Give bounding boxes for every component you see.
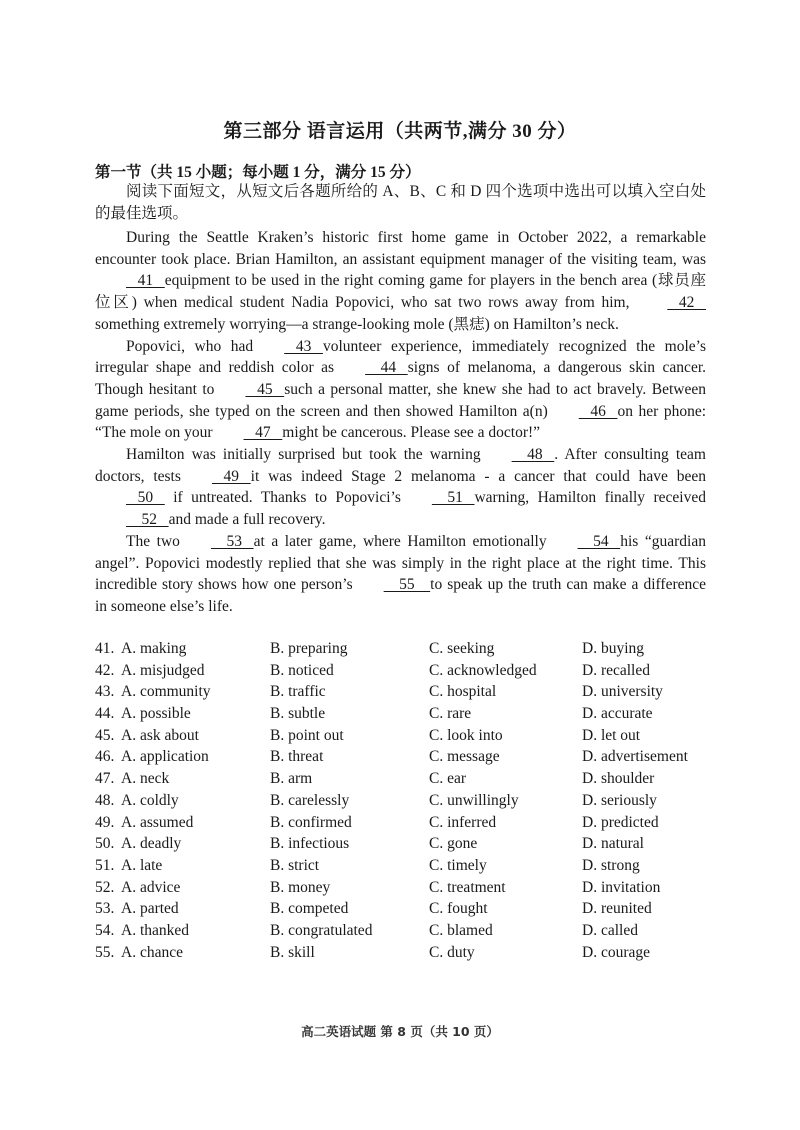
text: might be cancerous. Please see a doctor!”	[282, 424, 541, 442]
blank-54: 54	[577, 532, 621, 550]
option-b: B. point out	[270, 726, 344, 744]
option-c: C. hospital	[429, 683, 497, 701]
part-title: 第三部分 语言运用（共两节,满分 30 分）	[223, 121, 577, 142]
option-b: B. congratulated	[270, 921, 373, 939]
option-d: D. natural	[582, 835, 644, 853]
blank-53: 53	[210, 532, 254, 550]
option-b: B. confirmed	[270, 813, 352, 831]
option-c: C. duty	[429, 943, 475, 961]
option-b: B. money	[270, 878, 331, 896]
option-c: C. seeking	[429, 640, 495, 657]
question-options-row	[95, 942, 715, 964]
text: and made a full recovery.	[168, 511, 326, 529]
question-options-row	[95, 833, 715, 855]
option-d: D. predicted	[582, 813, 659, 831]
question-options-row	[95, 746, 715, 768]
option-c: C. message	[429, 748, 500, 766]
question-number: 49.	[95, 813, 115, 831]
option-b: B. arm	[270, 770, 313, 788]
question-number: 51.	[95, 856, 115, 874]
option-d: D. seriously	[582, 791, 657, 809]
option-a: A. advice	[121, 878, 181, 896]
option-a: A. neck	[121, 770, 170, 788]
option-c: C. ear	[429, 770, 467, 788]
option-d: D. advertisement	[582, 748, 688, 766]
question-options-row	[95, 920, 715, 942]
passage	[95, 227, 706, 618]
question-number: 52.	[95, 878, 115, 896]
options-list	[95, 638, 715, 963]
passage-paragraph-4	[95, 531, 706, 618]
option-a: A. late	[121, 856, 163, 874]
question-options-row	[95, 898, 715, 920]
text: . After consulting team doctors, tests	[95, 446, 706, 485]
passage-paragraph-1	[95, 227, 706, 336]
option-a: A. deadly	[121, 835, 182, 853]
passage-paragraph-2	[95, 336, 706, 445]
option-c: C. blamed	[429, 921, 493, 939]
question-options-row	[95, 877, 715, 899]
option-c: C. gone	[429, 835, 478, 853]
option-a: A. community	[121, 683, 211, 701]
question-options-row	[95, 660, 715, 682]
option-c: C. acknowledged	[429, 661, 537, 679]
question-number: 54.	[95, 921, 115, 939]
option-a: A. making	[121, 640, 187, 657]
page-footer: 高二英语试题 第 8 页（共 10 页）	[301, 1024, 499, 1039]
option-a: A. parted	[121, 900, 179, 918]
question-number: 45.	[95, 726, 115, 744]
question-options-row	[95, 638, 715, 660]
blank-41: 41	[126, 272, 165, 290]
text: The two	[126, 532, 180, 550]
option-c: C. timely	[429, 856, 487, 874]
blank-45: 45	[245, 380, 285, 398]
text: Hamilton was initially surprised but took the warning	[126, 446, 481, 464]
question-number: 48.	[95, 791, 115, 809]
option-d: D. invitation	[582, 878, 661, 896]
question-options-row	[95, 768, 715, 790]
text: on her phone: “The mole on your	[95, 402, 707, 442]
option-b: B. competed	[270, 900, 349, 918]
question-number: 53.	[95, 900, 115, 918]
option-d: D. reunited	[582, 900, 652, 918]
option-a: A. ask about	[121, 726, 199, 744]
option-b: B. noticed	[270, 661, 334, 679]
question-number: 43.	[95, 683, 115, 701]
option-a: A. assumed	[121, 813, 194, 831]
question-number: 41.	[95, 640, 115, 657]
blank-55: 55	[383, 576, 431, 594]
blank-44: 44	[365, 359, 408, 377]
option-c: C. treatment	[429, 878, 506, 896]
option-d: D. university	[582, 683, 663, 701]
option-d: D. recalled	[582, 661, 650, 679]
question-number: 50.	[95, 835, 115, 853]
option-d: D. courage	[582, 943, 650, 961]
blank-51: 51	[431, 489, 475, 507]
blank-46: 46	[578, 402, 618, 420]
text: his “guardian angel”. Popovici modestly replied that she was simply in the right place at the right time. This incredible story shows how one person’s	[95, 532, 706, 594]
question-number: 44.	[95, 705, 115, 723]
option-d: D. accurate	[582, 705, 653, 723]
option-a: A. application	[121, 748, 209, 766]
text: warning, Hamilton finally received	[474, 489, 706, 507]
question-options-row	[95, 790, 715, 812]
question-options-row	[95, 703, 715, 725]
question-number: 42.	[95, 661, 115, 679]
text: During the Seattle Kraken’s historic first home game in October 2022, a remarkable encounter took place. Brian Hamilton, an assistant equipment manager of the visiting team, was	[95, 229, 706, 268]
option-b: B. threat	[270, 748, 324, 766]
option-d: D. buying	[582, 640, 644, 657]
question-options-row	[95, 681, 715, 703]
option-d: D. let out	[582, 726, 641, 744]
option-b: B. infectious	[270, 835, 350, 853]
question-options-row	[95, 855, 715, 877]
blank-43: 43	[284, 337, 323, 355]
option-b: B. preparing	[270, 640, 348, 657]
question-number: 55.	[95, 943, 115, 961]
option-b: B. subtle	[270, 705, 326, 723]
text: equipment to be used in the right coming game for players in the bench area (球员座位区) when medical student Nadia Popovici, who sat two rows away from him,	[95, 272, 706, 312]
question-number: 47.	[95, 770, 115, 788]
text: signs of melanoma, a dangerous skin cancer. Though hesitant to	[95, 359, 707, 398]
option-b: B. strict	[270, 856, 320, 874]
option-a: A. misjudged	[121, 661, 205, 679]
option-c: C. unwillingly	[429, 791, 519, 809]
section-heading: 第一节（共 15 小题；每小题 1 分，满分 15 分）	[95, 164, 421, 181]
instructions-text: 阅读下面短文，从短文后各题所给的 A、B、C 和 D 四个选项中选出可以填入空白处的最佳选项。	[95, 183, 706, 222]
option-c: C. fought	[429, 900, 488, 918]
question-number: 46.	[95, 748, 115, 766]
option-d: D. strong	[582, 856, 640, 874]
option-a: A. thanked	[121, 921, 190, 939]
option-b: B. traffic	[270, 683, 326, 701]
text: Popovici, who had	[126, 337, 254, 355]
blank-42: 42	[667, 294, 707, 312]
question-options-row	[95, 812, 715, 834]
instructions	[95, 181, 706, 224]
text: at a later game, where Hamilton emotionally	[253, 532, 547, 550]
blank-48: 48	[511, 446, 555, 464]
passage-paragraph-3	[95, 444, 706, 531]
option-a: A. chance	[121, 943, 183, 961]
text: to speak up the truth can make a difference in someone else’s life.	[95, 576, 706, 615]
question-options-row	[95, 725, 715, 747]
blank-52: 52	[126, 511, 169, 529]
text: something extremely worrying—a strange-looking mole (黑痣) on Hamilton’s neck.	[95, 315, 619, 333]
option-d: D. shoulder	[582, 770, 655, 788]
option-b: B. skill	[270, 943, 315, 961]
text: volunteer experience, immediately recognized the mole’s irregular shape and reddish color as	[95, 337, 706, 377]
option-d: D. called	[582, 921, 638, 939]
text: if untreated. Thanks to Popovici’s	[173, 489, 401, 507]
option-c: C. rare	[429, 705, 472, 723]
option-c: C. inferred	[429, 813, 497, 831]
blank-47: 47	[243, 424, 283, 442]
blank-49: 49	[211, 467, 251, 485]
text: such a personal matter, she knew she had to act bravely. Between game periods, she typed on the screen and then showed Hamilton a(n)	[95, 380, 706, 420]
text: it was indeed Stage 2 melanoma - a cancer that could have been	[250, 467, 706, 485]
option-b: B. carelessly	[270, 791, 350, 809]
blank-50: 50	[126, 489, 165, 507]
option-a: A. possible	[121, 705, 191, 723]
option-a: A. coldly	[121, 791, 179, 809]
option-c: C. look into	[429, 726, 503, 744]
